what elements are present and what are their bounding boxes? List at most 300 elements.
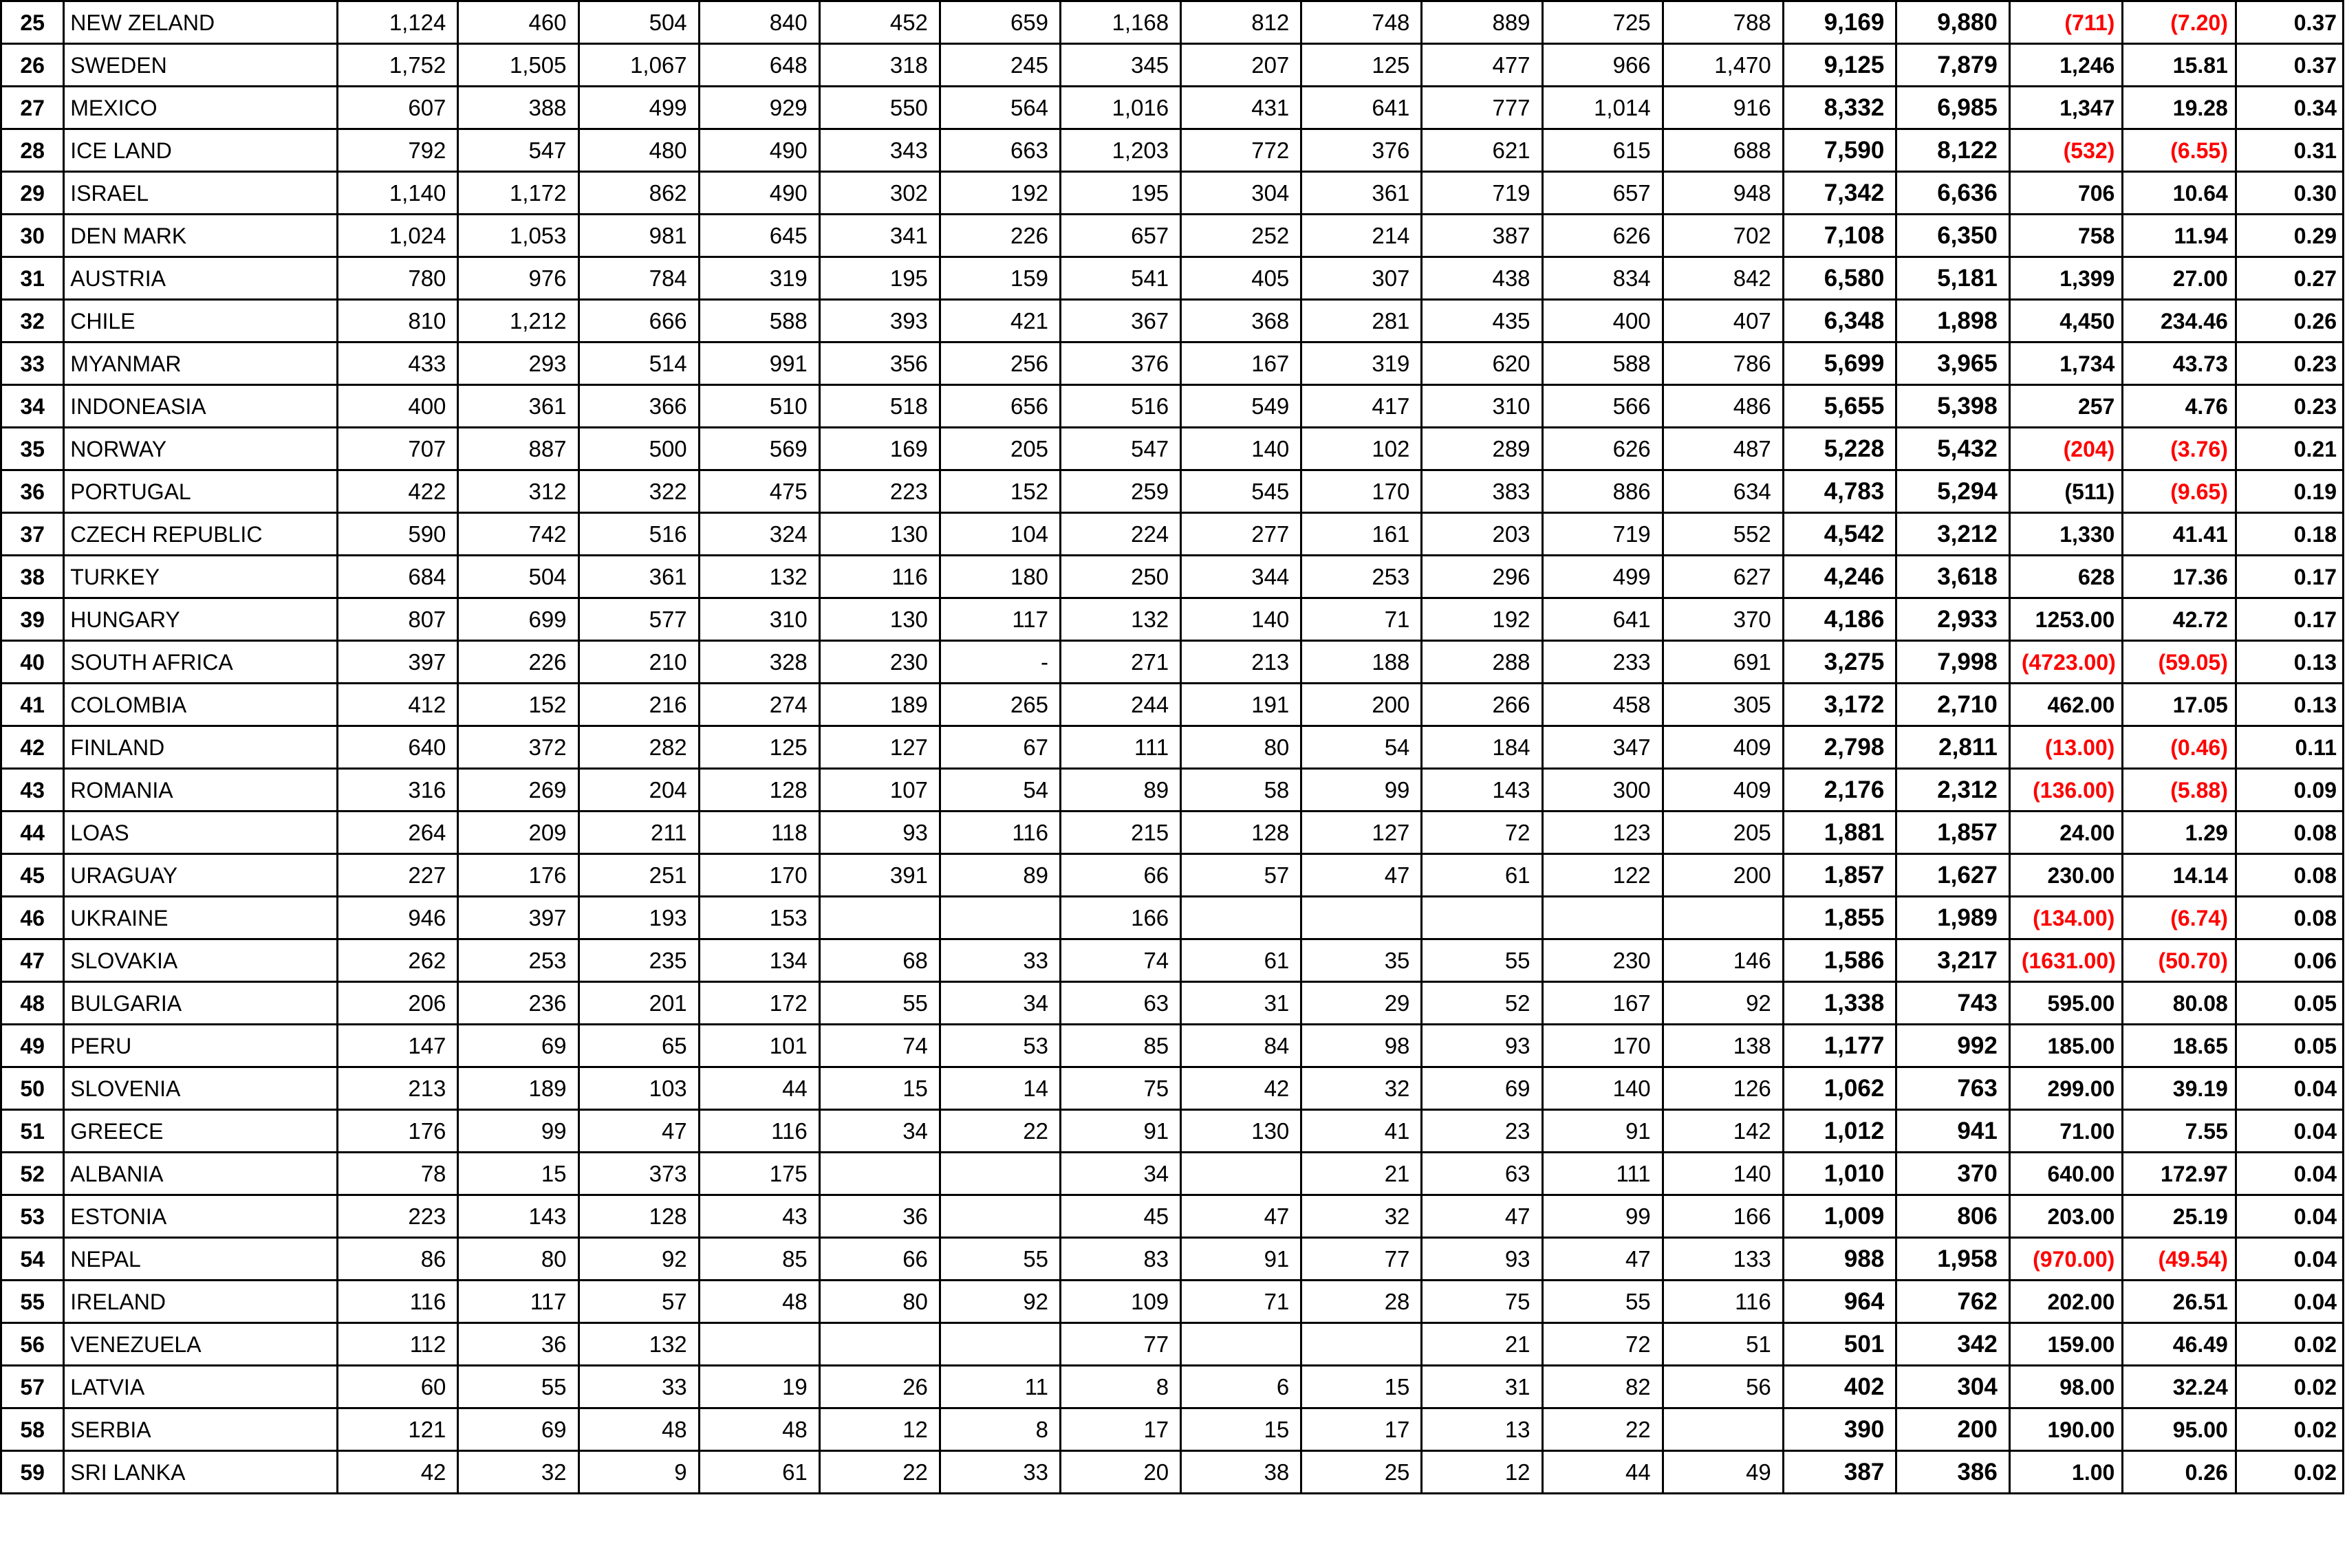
month-value-cell: 128 <box>699 769 819 812</box>
month-value-cell: 215 <box>1061 812 1181 854</box>
month-value-cell: 116 <box>819 556 940 598</box>
row-number-cell: 59 <box>1 1451 64 1494</box>
month-value-cell: 626 <box>1542 428 1663 470</box>
month-value-cell: 195 <box>819 257 940 300</box>
row-number-cell: 42 <box>1 726 64 769</box>
month-value-cell: 307 <box>1301 257 1422 300</box>
difference-cell: 1253.00 <box>2009 598 2123 641</box>
table-row <box>1 385 2344 428</box>
month-value-cell: 13 <box>1422 1408 1542 1451</box>
percent-change-cell: 17.36 <box>2123 556 2236 598</box>
share-cell: 0.02 <box>2236 1323 2343 1366</box>
month-value-cell: 61 <box>1422 854 1542 897</box>
share-cell: 0.23 <box>2236 385 2343 428</box>
month-value-cell: 626 <box>1542 215 1663 257</box>
month-value-cell: 397 <box>338 641 458 684</box>
month-value-cell: 319 <box>1301 342 1422 385</box>
month-value-cell: 121 <box>338 1408 458 1451</box>
month-value-cell: 834 <box>1542 257 1663 300</box>
month-value-cell: 966 <box>1542 44 1663 87</box>
month-value-cell: 86 <box>338 1238 458 1281</box>
month-value-cell: 84 <box>1181 1025 1301 1067</box>
row-number-cell: 39 <box>1 598 64 641</box>
month-value-cell: 504 <box>578 1 699 44</box>
month-value-cell: 688 <box>1663 129 1783 172</box>
month-value-cell: 431 <box>1181 87 1301 129</box>
difference-cell: (134.00) <box>2009 897 2123 939</box>
row-number-cell: 34 <box>1 385 64 428</box>
month-value-cell: 433 <box>338 342 458 385</box>
difference-cell: (711) <box>2009 1 2123 44</box>
month-value-cell <box>1663 1408 1783 1451</box>
table-body <box>1 1 2344 1494</box>
month-value-cell: 916 <box>1663 87 1783 129</box>
month-value-cell: 116 <box>1663 1281 1783 1323</box>
difference-cell: 98.00 <box>2009 1366 2123 1408</box>
month-value-cell: 63 <box>1422 1153 1542 1195</box>
previous-total-cell: 992 <box>1896 1025 2010 1067</box>
month-value-cell: 71 <box>1301 598 1422 641</box>
percent-change-cell: (0.46) <box>2123 726 2236 769</box>
table-row <box>1 598 2344 641</box>
difference-cell: 202.00 <box>2009 1281 2123 1323</box>
month-value-cell: 138 <box>1663 1025 1783 1067</box>
month-value-cell: 47 <box>1181 1195 1301 1238</box>
month-value-cell: 128 <box>578 1195 699 1238</box>
month-value-cell: 347 <box>1542 726 1663 769</box>
month-value-cell <box>819 1323 940 1366</box>
month-value-cell: 281 <box>1301 300 1422 342</box>
percent-change-cell: 7.55 <box>2123 1110 2236 1153</box>
difference-cell: (13.00) <box>2009 726 2123 769</box>
month-value-cell: 310 <box>699 598 819 641</box>
share-cell: 0.19 <box>2236 470 2343 513</box>
month-value-cell: 344 <box>1181 556 1301 598</box>
row-number-cell: 40 <box>1 641 64 684</box>
month-value-cell: 152 <box>940 470 1060 513</box>
share-cell: 0.26 <box>2236 300 2343 342</box>
month-value-cell: 475 <box>699 470 819 513</box>
total-cell: 402 <box>1783 1366 1896 1408</box>
total-cell: 1,586 <box>1783 939 1896 982</box>
month-value-cell: 29 <box>1301 982 1422 1025</box>
row-number-cell: 56 <box>1 1323 64 1366</box>
month-value-cell: 227 <box>338 854 458 897</box>
month-value-cell: 259 <box>1061 470 1181 513</box>
month-value-cell: 99 <box>1301 769 1422 812</box>
percent-change-cell: 95.00 <box>2123 1408 2236 1451</box>
row-number-cell: 41 <box>1 684 64 726</box>
month-value-cell: 569 <box>699 428 819 470</box>
country-cell: LOAS <box>64 812 338 854</box>
country-cell: HUNGARY <box>64 598 338 641</box>
month-value-cell: 1,053 <box>458 215 578 257</box>
month-value-cell: 48 <box>578 1408 699 1451</box>
table-row <box>1 172 2344 215</box>
month-value-cell: 8 <box>1061 1366 1181 1408</box>
row-number-cell: 43 <box>1 769 64 812</box>
month-value-cell: 367 <box>1061 300 1181 342</box>
month-value-cell: 34 <box>940 982 1060 1025</box>
table-row <box>1 470 2344 513</box>
month-value-cell: 719 <box>1422 172 1542 215</box>
share-cell: 0.29 <box>2236 215 2343 257</box>
month-value-cell: 188 <box>1301 641 1422 684</box>
month-value-cell: 304 <box>1181 172 1301 215</box>
month-value-cell: 310 <box>1422 385 1542 428</box>
difference-cell: 24.00 <box>2009 812 2123 854</box>
previous-total-cell: 304 <box>1896 1366 2010 1408</box>
month-value-cell: 1,016 <box>1061 87 1181 129</box>
month-value-cell: 356 <box>819 342 940 385</box>
month-value-cell: 256 <box>940 342 1060 385</box>
month-value-cell: 549 <box>1181 385 1301 428</box>
month-value-cell: 684 <box>338 556 458 598</box>
month-value-cell: 60 <box>338 1366 458 1408</box>
share-cell: 0.31 <box>2236 129 2343 172</box>
row-number-cell: 54 <box>1 1238 64 1281</box>
month-value-cell: 516 <box>1061 385 1181 428</box>
month-value-cell: 510 <box>699 385 819 428</box>
month-value-cell: 45 <box>1061 1195 1181 1238</box>
month-value-cell: 226 <box>458 641 578 684</box>
month-value-cell: 28 <box>1301 1281 1422 1323</box>
difference-cell: 159.00 <box>2009 1323 2123 1366</box>
previous-total-cell: 2,710 <box>1896 684 2010 726</box>
percent-change-cell: 11.94 <box>2123 215 2236 257</box>
share-cell: 0.37 <box>2236 1 2343 44</box>
share-cell: 0.17 <box>2236 598 2343 641</box>
month-value-cell: 26 <box>819 1366 940 1408</box>
month-value-cell: 269 <box>458 769 578 812</box>
month-value-cell: 146 <box>1663 939 1783 982</box>
row-number-cell: 50 <box>1 1067 64 1110</box>
month-value-cell: 245 <box>940 44 1060 87</box>
month-value-cell: 65 <box>578 1025 699 1067</box>
month-value-cell: 230 <box>819 641 940 684</box>
month-value-cell: 1,470 <box>1663 44 1783 87</box>
month-value-cell: 1,140 <box>338 172 458 215</box>
total-cell: 387 <box>1783 1451 1896 1494</box>
month-value-cell: 588 <box>1542 342 1663 385</box>
month-value-cell: 504 <box>458 556 578 598</box>
month-value-cell: 250 <box>1061 556 1181 598</box>
month-value-cell: 641 <box>1542 598 1663 641</box>
country-cell: TURKEY <box>64 556 338 598</box>
month-value-cell: 118 <box>699 812 819 854</box>
row-number-cell: 31 <box>1 257 64 300</box>
month-value-cell: 38 <box>1181 1451 1301 1494</box>
month-value-cell: 161 <box>1301 513 1422 556</box>
month-value-cell <box>819 1153 940 1195</box>
month-value-cell: 72 <box>1422 812 1542 854</box>
percent-change-cell: (6.55) <box>2123 129 2236 172</box>
month-value-cell: 140 <box>1181 428 1301 470</box>
total-cell: 7,108 <box>1783 215 1896 257</box>
month-value-cell: 23 <box>1422 1110 1542 1153</box>
month-value-cell: 233 <box>1542 641 1663 684</box>
month-value-cell: 412 <box>338 684 458 726</box>
month-value-cell: 111 <box>1542 1153 1663 1195</box>
difference-cell: (532) <box>2009 129 2123 172</box>
month-value-cell: 122 <box>1542 854 1663 897</box>
month-value-cell: 127 <box>819 726 940 769</box>
table-row <box>1 342 2344 385</box>
table-row <box>1 1067 2344 1110</box>
share-cell: 0.04 <box>2236 1110 2343 1153</box>
month-value-cell: 15 <box>1301 1366 1422 1408</box>
month-value-cell: 125 <box>699 726 819 769</box>
share-cell: 0.27 <box>2236 257 2343 300</box>
row-number-cell: 46 <box>1 897 64 939</box>
month-value-cell: 615 <box>1542 129 1663 172</box>
total-cell: 1,177 <box>1783 1025 1896 1067</box>
previous-total-cell: 3,217 <box>1896 939 2010 982</box>
share-cell: 0.37 <box>2236 44 2343 87</box>
month-value-cell: 80 <box>458 1238 578 1281</box>
country-cell: SOUTH AFRICA <box>64 641 338 684</box>
month-value-cell: 104 <box>940 513 1060 556</box>
month-value-cell: 49 <box>1663 1451 1783 1494</box>
month-value-cell: 123 <box>1542 812 1663 854</box>
month-value-cell: 166 <box>1061 897 1181 939</box>
month-value-cell: 74 <box>819 1025 940 1067</box>
percent-change-cell: (59.05) <box>2123 641 2236 684</box>
table-row <box>1 513 2344 556</box>
month-value-cell: 15 <box>819 1067 940 1110</box>
total-cell: 4,186 <box>1783 598 1896 641</box>
month-value-cell: 32 <box>458 1451 578 1494</box>
difference-cell: 1,399 <box>2009 257 2123 300</box>
month-value-cell <box>940 1323 1060 1366</box>
month-value-cell: 75 <box>1422 1281 1542 1323</box>
total-cell: 2,176 <box>1783 769 1896 812</box>
month-value-cell: 328 <box>699 641 819 684</box>
month-value-cell: 170 <box>699 854 819 897</box>
month-value-cell: 499 <box>578 87 699 129</box>
table-row <box>1 854 2344 897</box>
month-value-cell: 54 <box>940 769 1060 812</box>
month-value-cell: 302 <box>819 172 940 215</box>
previous-total-cell: 6,350 <box>1896 215 2010 257</box>
month-value-cell <box>1301 897 1422 939</box>
month-value-cell: 777 <box>1422 87 1542 129</box>
percent-change-cell: (49.54) <box>2123 1238 2236 1281</box>
month-value-cell <box>940 897 1060 939</box>
total-cell: 1,010 <box>1783 1153 1896 1195</box>
month-value-cell: 71 <box>1181 1281 1301 1323</box>
total-cell: 1,009 <box>1783 1195 1896 1238</box>
table-row <box>1 1110 2344 1153</box>
month-value-cell: 103 <box>578 1067 699 1110</box>
row-number-cell: 38 <box>1 556 64 598</box>
month-value-cell: 184 <box>1422 726 1542 769</box>
month-value-cell <box>940 1195 1060 1238</box>
row-number-cell: 28 <box>1 129 64 172</box>
previous-total-cell: 743 <box>1896 982 2010 1025</box>
difference-cell: 1,246 <box>2009 44 2123 87</box>
previous-total-cell: 7,879 <box>1896 44 2010 87</box>
percent-change-cell: (7.20) <box>2123 1 2236 44</box>
month-value-cell: 98 <box>1301 1025 1422 1067</box>
country-cell: CZECH REPUBLIC <box>64 513 338 556</box>
country-cell: SLOVAKIA <box>64 939 338 982</box>
previous-total-cell: 1,958 <box>1896 1238 2010 1281</box>
month-value-cell: 25 <box>1301 1451 1422 1494</box>
previous-total-cell: 2,811 <box>1896 726 2010 769</box>
month-value-cell: 15 <box>458 1153 578 1195</box>
month-value-cell: 253 <box>1301 556 1422 598</box>
row-number-cell: 55 <box>1 1281 64 1323</box>
month-value-cell: 56 <box>1663 1366 1783 1408</box>
month-value-cell: 607 <box>338 87 458 129</box>
month-value-cell <box>699 1323 819 1366</box>
percent-change-cell: 26.51 <box>2123 1281 2236 1323</box>
country-cell: COLOMBIA <box>64 684 338 726</box>
share-cell: 0.04 <box>2236 1238 2343 1281</box>
month-value-cell: 322 <box>578 470 699 513</box>
percent-change-cell: 4.76 <box>2123 385 2236 428</box>
month-value-cell: 19 <box>699 1366 819 1408</box>
month-value-cell: 366 <box>578 385 699 428</box>
month-value-cell: 784 <box>578 257 699 300</box>
month-value-cell: 397 <box>458 897 578 939</box>
total-cell: 6,348 <box>1783 300 1896 342</box>
month-value-cell: 205 <box>940 428 1060 470</box>
previous-total-cell: 386 <box>1896 1451 2010 1494</box>
previous-total-cell: 762 <box>1896 1281 2010 1323</box>
month-value-cell: 341 <box>819 215 940 257</box>
previous-total-cell: 6,636 <box>1896 172 2010 215</box>
share-cell: 0.05 <box>2236 982 2343 1025</box>
share-cell: 0.08 <box>2236 854 2343 897</box>
month-value-cell: 189 <box>819 684 940 726</box>
total-cell: 3,172 <box>1783 684 1896 726</box>
country-cell: DEN MARK <box>64 215 338 257</box>
month-value-cell: 376 <box>1301 129 1422 172</box>
month-value-cell: 42 <box>338 1451 458 1494</box>
previous-total-cell: 8,122 <box>1896 129 2010 172</box>
month-value-cell <box>940 1153 1060 1195</box>
month-value-cell: 840 <box>699 1 819 44</box>
month-value-cell: 640 <box>338 726 458 769</box>
percent-change-cell: 32.24 <box>2123 1366 2236 1408</box>
month-value-cell: 224 <box>1061 513 1181 556</box>
month-value-cell: 780 <box>338 257 458 300</box>
percent-change-cell: 25.19 <box>2123 1195 2236 1238</box>
country-cell: UKRAINE <box>64 897 338 939</box>
month-value-cell: 772 <box>1181 129 1301 172</box>
month-value-cell: 99 <box>1542 1195 1663 1238</box>
month-value-cell: 55 <box>1542 1281 1663 1323</box>
share-cell: 0.04 <box>2236 1067 2343 1110</box>
month-value-cell: 22 <box>1542 1408 1663 1451</box>
month-value-cell: 54 <box>1301 726 1422 769</box>
month-value-cell: 170 <box>1301 470 1422 513</box>
month-value-cell: 627 <box>1663 556 1783 598</box>
row-number-cell: 35 <box>1 428 64 470</box>
row-number-cell: 49 <box>1 1025 64 1067</box>
month-value-cell: 400 <box>1542 300 1663 342</box>
percent-change-cell: 18.65 <box>2123 1025 2236 1067</box>
month-value-cell: 460 <box>458 1 578 44</box>
month-value-cell: 991 <box>699 342 819 385</box>
month-value-cell: 725 <box>1542 1 1663 44</box>
country-cell: ICE LAND <box>64 129 338 172</box>
month-value-cell: 214 <box>1301 215 1422 257</box>
table-row <box>1 300 2344 342</box>
month-value-cell: 36 <box>819 1195 940 1238</box>
month-value-cell: 204 <box>578 769 699 812</box>
month-value-cell: 55 <box>819 982 940 1025</box>
previous-total-cell: 5,294 <box>1896 470 2010 513</box>
month-value-cell: 22 <box>940 1110 1060 1153</box>
difference-cell: 640.00 <box>2009 1153 2123 1195</box>
previous-total-cell: 200 <box>1896 1408 2010 1451</box>
month-value-cell: 143 <box>1422 769 1542 812</box>
difference-cell: 1,347 <box>2009 87 2123 129</box>
row-number-cell: 25 <box>1 1 64 44</box>
month-value-cell: 211 <box>578 812 699 854</box>
month-value-cell: 127 <box>1301 812 1422 854</box>
month-value-cell: 435 <box>1422 300 1542 342</box>
previous-total-cell: 1,627 <box>1896 854 2010 897</box>
table-row <box>1 129 2344 172</box>
month-value-cell: 490 <box>699 172 819 215</box>
month-value-cell: 499 <box>1542 556 1663 598</box>
difference-cell: 1,734 <box>2009 342 2123 385</box>
month-value-cell: 48 <box>699 1408 819 1451</box>
month-value-cell <box>1301 1323 1422 1366</box>
month-value-cell: 666 <box>578 300 699 342</box>
month-value-cell: 641 <box>1301 87 1422 129</box>
month-value-cell: 213 <box>1181 641 1301 684</box>
row-number-cell: 58 <box>1 1408 64 1451</box>
month-value-cell: 74 <box>1061 939 1181 982</box>
country-cell: URAGUAY <box>64 854 338 897</box>
month-value-cell: 191 <box>1181 684 1301 726</box>
month-value-cell: 590 <box>338 513 458 556</box>
share-cell: 0.02 <box>2236 1408 2343 1451</box>
table-row <box>1 1025 2344 1067</box>
month-value-cell: 172 <box>699 982 819 1025</box>
share-cell: 0.04 <box>2236 1153 2343 1195</box>
month-value-cell: 125 <box>1301 44 1422 87</box>
month-value-cell: 388 <box>458 87 578 129</box>
month-value-cell: 63 <box>1061 982 1181 1025</box>
month-value-cell: 35 <box>1301 939 1422 982</box>
total-cell: 2,798 <box>1783 726 1896 769</box>
month-value-cell: 207 <box>1181 44 1301 87</box>
difference-cell: 628 <box>2009 556 2123 598</box>
percent-change-cell: (50.70) <box>2123 939 2236 982</box>
month-value-cell: 52 <box>1422 982 1542 1025</box>
month-value-cell: 166 <box>1663 1195 1783 1238</box>
percent-change-cell: 15.81 <box>2123 44 2236 87</box>
month-value-cell: 345 <box>1061 44 1181 87</box>
month-value-cell: 69 <box>1422 1067 1542 1110</box>
month-value-cell: 55 <box>940 1238 1060 1281</box>
month-value-cell: 69 <box>458 1025 578 1067</box>
month-value-cell: 130 <box>819 598 940 641</box>
month-value-cell: 486 <box>1663 385 1783 428</box>
month-value-cell: 31 <box>1422 1366 1542 1408</box>
month-value-cell: 140 <box>1181 598 1301 641</box>
month-value-cell: 153 <box>699 897 819 939</box>
row-number-cell: 36 <box>1 470 64 513</box>
month-value-cell: 1,124 <box>338 1 458 44</box>
share-cell: 0.06 <box>2236 939 2343 982</box>
